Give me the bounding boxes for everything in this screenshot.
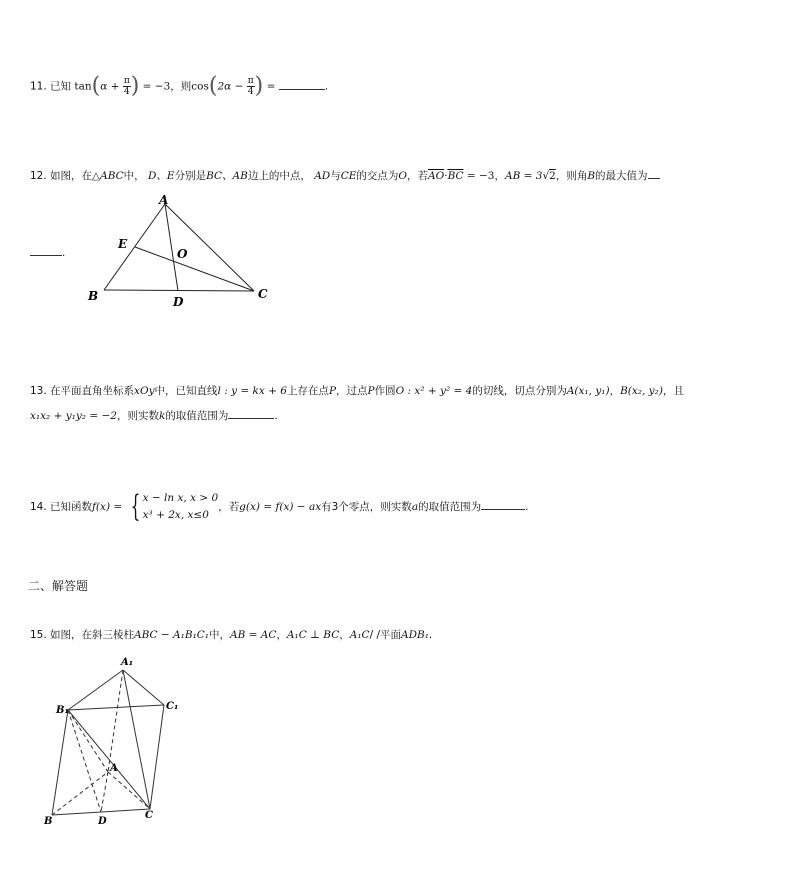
edge-ba xyxy=(52,772,108,815)
q13-k: k xyxy=(158,410,166,422)
label-c1: C₁ xyxy=(166,701,179,712)
q11-text-pre: 已知 xyxy=(50,80,72,93)
q13-text-9: ，则实数 xyxy=(116,410,159,422)
edge-c1c xyxy=(150,705,164,809)
edge-ad xyxy=(101,772,108,812)
q12-text-3: 分别是 xyxy=(174,170,207,182)
q12-de: D、E xyxy=(148,170,175,182)
q15-text-3: ， xyxy=(276,629,287,641)
q13-text-8: ，且 xyxy=(662,385,684,397)
q15-text-2: 中， xyxy=(209,629,231,641)
section-2-title: 二、解答题 xyxy=(28,579,89,593)
q13-end: . xyxy=(274,410,278,422)
q12-text-8: ， xyxy=(494,170,505,182)
q12-eq: = −3 xyxy=(466,170,495,182)
label-o: O xyxy=(177,247,188,261)
label-a1: A₁ xyxy=(121,657,134,668)
q12-dot: · xyxy=(444,170,448,182)
label-c: C xyxy=(258,287,268,301)
q13-xoy: xOy xyxy=(134,385,155,397)
q13-text-2: 中，已知直线 xyxy=(154,385,218,397)
q14-text-4: 的取值范围为 xyxy=(418,501,482,513)
q13-circle-eq: O : x² + y² = 4 xyxy=(395,385,473,397)
edge-b1c xyxy=(68,710,150,809)
q12-line-2 xyxy=(30,245,65,260)
q14-case-1: x − ln x, x > 0 xyxy=(142,492,219,504)
label-c: C xyxy=(145,810,153,821)
q14-text-2: ，若 xyxy=(218,501,240,513)
q12-text-5: 与 xyxy=(330,170,341,182)
q12-vector-bc: $\overline{BC}$ xyxy=(447,170,464,182)
q12-ce: CE xyxy=(340,170,357,182)
label-b: B xyxy=(88,289,99,303)
label-e: E xyxy=(118,237,128,251)
q12-bc-ab: BC、AB xyxy=(206,170,248,182)
q12-o: O xyxy=(398,170,408,182)
q13-text-3: 上存在点 xyxy=(286,385,329,397)
q14-text-3: 有3个零点，则实数 xyxy=(321,501,412,513)
q11-answer-blank[interactable] xyxy=(279,79,325,90)
q12-ad: AD xyxy=(314,170,331,182)
q13-point-a: A(x₁, y₁) xyxy=(566,385,610,397)
q14-gx: g(x) = f(x) − ax xyxy=(239,501,322,513)
q13-text-4: ，过点 xyxy=(336,385,368,397)
q14-a: a xyxy=(411,501,419,513)
edge-a1b1 xyxy=(68,670,123,710)
q15-text-4: ， xyxy=(339,629,350,641)
q13-line-2 xyxy=(30,408,278,423)
q15-prism: ABC − A₁B₁C₁ xyxy=(134,629,210,641)
q11-fraction-1: $\frac{\pi}{4}$ xyxy=(123,76,130,97)
q14-case-2: x³ + 2x, x≤0 xyxy=(142,509,209,521)
label-a: A xyxy=(110,763,118,774)
q13-text-6: 的切线，切点分别为 xyxy=(472,385,567,397)
q14-text-1: 已知函数 xyxy=(50,501,93,513)
q14-answer-blank[interactable] xyxy=(481,499,525,510)
edge-b1b xyxy=(52,710,68,815)
q14-brace: { xyxy=(130,489,140,524)
label-d: D xyxy=(173,295,184,309)
q14-cases xyxy=(143,490,219,524)
q11-eq2: = xyxy=(266,80,276,93)
q13-text-5: 作圆 xyxy=(374,385,396,397)
q11-2alpha-minus: 2α − xyxy=(217,80,244,93)
q11-eq1: = −3 xyxy=(142,80,171,93)
edge-bc xyxy=(104,290,254,291)
q15-text-1: 如图，在斜三棱柱 xyxy=(50,629,135,641)
q12-text-6: 的交点为 xyxy=(356,170,399,182)
q11-cos: cos xyxy=(191,80,209,93)
q12-text-4: 边上的中点， xyxy=(247,170,311,182)
q11-fraction-2: $\frac{\pi}{4}$ xyxy=(247,76,254,97)
q11-tan: tan xyxy=(74,80,92,93)
edge-b1a xyxy=(68,710,108,772)
label-d: D xyxy=(98,816,107,827)
q12-vector-ao: $\overline{AO}$ xyxy=(428,170,445,182)
question-11: 11. 已知 tan(α + $\frac{\pi}{4}$ ) = −3，则cos(2α − $\frac{\pi}{4}$ ) = . xyxy=(30,73,329,99)
q13-condition: x₁x₂ + y₁y₂ = −2 xyxy=(30,410,117,422)
q13-p2: P xyxy=(367,385,375,397)
label-b1: B₁ xyxy=(56,705,69,716)
edge-ab xyxy=(104,204,165,290)
q14-end: . xyxy=(525,501,529,513)
q12-number: 12. xyxy=(30,170,47,182)
q13-point-b: B(x₂, y₂) xyxy=(620,385,663,397)
q12-triangle-figure xyxy=(80,190,280,310)
q15-cond-2: A₁C ⊥ BC xyxy=(286,629,340,641)
edge-a1a xyxy=(108,670,123,772)
q13-p: P xyxy=(328,385,337,397)
q15-cond-1: AB = AC xyxy=(230,629,277,641)
median-ce xyxy=(135,247,254,291)
q15-prism-figure xyxy=(40,652,200,832)
q12-end: . xyxy=(62,247,66,259)
q13-line-eq: l : y = kx + 6 xyxy=(217,385,287,397)
q14-fx: f(x) = xyxy=(92,501,123,513)
question-12 xyxy=(30,168,660,183)
q11-alpha-plus: α + xyxy=(100,80,120,93)
edge-b1d xyxy=(68,710,101,812)
q12-sqrt-sign: √ xyxy=(542,170,550,182)
question-14 xyxy=(30,490,528,524)
q12-answer-blank-1[interactable] xyxy=(648,168,660,179)
q13-text-1: 在平面直角坐标系 xyxy=(50,385,135,397)
question-13 xyxy=(30,384,684,398)
q12-b: B xyxy=(587,170,596,182)
q11-number: 11. xyxy=(30,80,47,93)
q12-text-9: ，则角 xyxy=(555,170,588,182)
q12-text-10: 的最大值为 xyxy=(595,170,648,182)
q15-text-5: / /平面 xyxy=(369,629,401,641)
q12-answer-blank-2[interactable] xyxy=(30,245,62,256)
question-15 xyxy=(30,628,432,642)
q12-sqrt-value: 2 xyxy=(549,170,556,182)
q12-text-2: 中， xyxy=(123,170,145,182)
q13-answer-blank[interactable] xyxy=(228,408,274,419)
q15-end: . xyxy=(428,629,433,641)
q12-text-7: ，若 xyxy=(407,170,429,182)
q15-number: 15. xyxy=(30,629,47,641)
q12-ab-eq: AB = 3 xyxy=(504,170,543,182)
q12-triangle: △ABC xyxy=(92,170,124,182)
q15-cond-3: A₁C xyxy=(349,629,370,641)
q11-text-mid: ，则 xyxy=(170,80,192,93)
q14-number: 14. xyxy=(30,501,47,513)
q12-text-1: 如图，在 xyxy=(50,170,93,182)
edge-b1c1 xyxy=(68,705,164,710)
q15-plane: ADB₁ xyxy=(400,629,429,641)
q13-number: 13. xyxy=(30,385,47,397)
label-b: B xyxy=(44,816,53,827)
q13-text-10: 的取值范围为 xyxy=(165,410,229,422)
q11-end: . xyxy=(324,80,329,93)
q13-text-7: ， xyxy=(609,385,621,397)
label-a: A xyxy=(159,193,169,207)
